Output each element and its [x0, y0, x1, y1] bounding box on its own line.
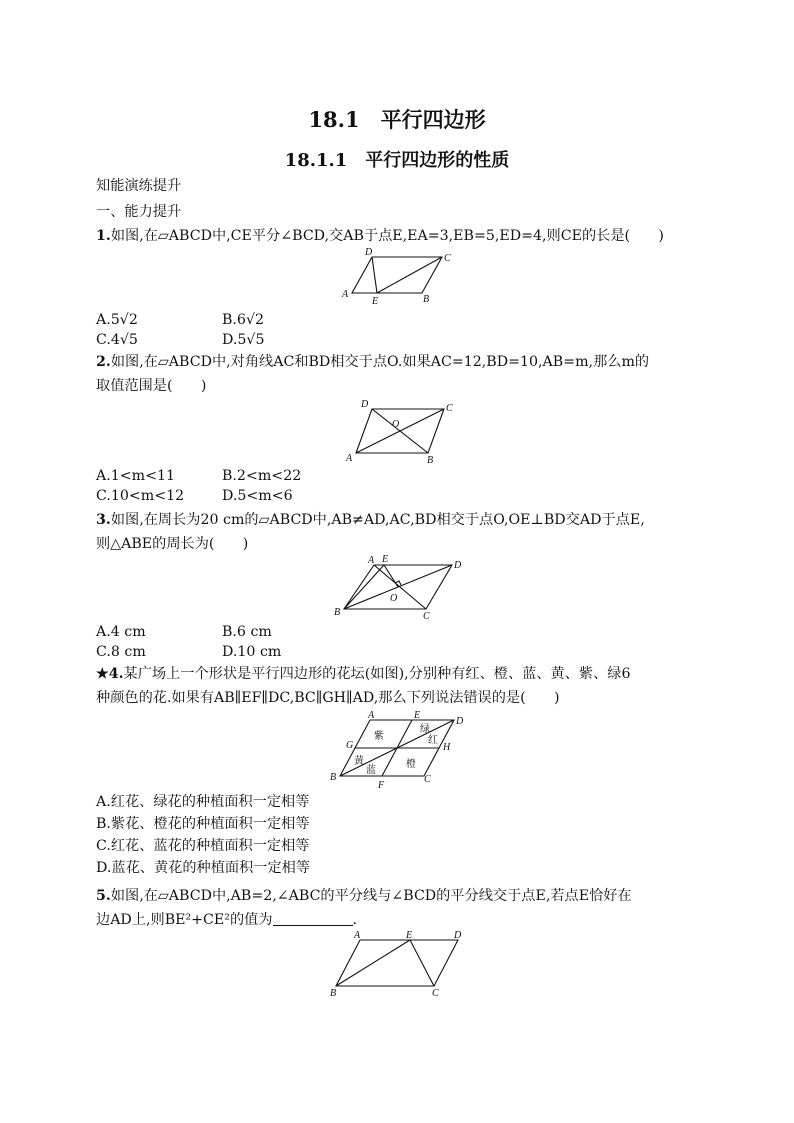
q4-option-b[interactable]: B.紫花、橙花的种植面积一定相等 — [96, 816, 310, 832]
q5-parallelogram — [336, 940, 458, 986]
q2-option-a[interactable]: A.1<m<11 — [96, 468, 176, 484]
section-title: 18.1 平行四边形 — [308, 107, 486, 132]
q1-text: 如图,在▱ABCD中,CE平分∠BCD,交AB于点E,EA=3,EB=5,ED=4,则CE的长是( ) — [110, 228, 664, 244]
q3-stem-line1 — [96, 510, 645, 530]
q2-label-d: D — [361, 399, 369, 410]
q1-option-d[interactable]: D.5√5 — [222, 332, 265, 348]
q3-stem-line2: 则△ABE的周长为( ) — [96, 536, 249, 552]
q5-answer-blank[interactable] — [273, 911, 353, 926]
q2-stem-line1 — [96, 352, 649, 372]
q2-diagonal-bd — [372, 409, 428, 453]
q1-number: 1. — [96, 228, 111, 244]
q4-label-d: D — [456, 716, 464, 727]
q1-label-b: B — [423, 294, 430, 305]
q3-option-d[interactable]: D.10 cm — [222, 644, 282, 660]
q1-option-c[interactable]: C.4√5 — [96, 332, 138, 348]
q4-label-a: A — [368, 710, 375, 721]
q3-label-b: B — [334, 607, 341, 618]
q3-label-c: C — [423, 611, 430, 622]
subsection-title: 18.1.1 平行四边形的性质 — [284, 150, 510, 171]
q4-region-orange: 橙 — [406, 759, 416, 770]
q5-text-end: . — [352, 912, 358, 928]
q5-label-b: B — [330, 988, 337, 999]
q5-stem-line1 — [96, 886, 632, 906]
q4-option-d[interactable]: D.蓝花、黄花的种植面积一定相等 — [96, 860, 311, 876]
q4-stem-line1 — [96, 664, 631, 684]
q3-option-c[interactable]: C.8 cm — [96, 644, 146, 660]
q4-region-purple: 紫 — [374, 731, 384, 742]
q3-number: 3. — [96, 512, 111, 528]
q4-region-red: 红 — [428, 735, 438, 746]
q4-label-f: F — [378, 780, 385, 791]
part-label: 一、能力提升 — [96, 204, 182, 220]
q1-option-b[interactable]: B.6√2 — [222, 312, 265, 328]
q3-text-line1: 如图,在周长为20 cm的▱ABCD中,AB≠AD,AC,BD相交于点O,OE⊥BD交AD于点E, — [110, 512, 645, 528]
q1-label-e: E — [372, 296, 379, 307]
q2-label-c: C — [446, 403, 453, 414]
q5-text-line2: 边AD上,则BE²+CE²的值为 — [96, 912, 273, 928]
q2-option-b[interactable]: B.2<m<22 — [222, 468, 302, 484]
q5-number: 5. — [96, 888, 111, 904]
q5-segment-ce — [410, 940, 434, 986]
q3-label-d: D — [454, 560, 462, 571]
q4-label-b: B — [330, 772, 337, 783]
q5-figure — [326, 930, 476, 998]
q2-option-c[interactable]: C.10<m<12 — [96, 488, 185, 504]
q2-number: 2. — [96, 354, 111, 370]
q5-label-c: C — [432, 988, 439, 999]
q5-label-a: A — [354, 930, 361, 941]
q3-option-a[interactable]: A.4 cm — [96, 624, 146, 640]
q2-figure — [340, 397, 460, 465]
practice-label: 知能演练提升 — [96, 178, 182, 194]
q4-number: ★4. — [96, 666, 124, 682]
q4-region-yellow: 黄 — [354, 756, 364, 767]
q4-option-c[interactable]: C.红花、蓝花的种植面积一定相等 — [96, 838, 310, 854]
q1-figure — [340, 247, 460, 305]
q4-region-blue: 蓝 — [366, 765, 376, 776]
q1-label-d: D — [365, 247, 373, 258]
q4-figure — [326, 708, 476, 790]
q3-label-o: O — [390, 593, 398, 604]
q2-label-a: A — [346, 453, 353, 464]
q5-segment-be — [336, 940, 410, 986]
q1-option-a[interactable]: A.5√2 — [96, 312, 138, 328]
q3-segment-be — [344, 565, 384, 609]
q3-diagonal-ac — [374, 565, 426, 609]
q5-stem-line2 — [96, 910, 357, 930]
q5-label-d: D — [454, 930, 462, 941]
q4-region-green: 绿 — [420, 724, 430, 735]
q2-label-b: B — [427, 455, 434, 466]
q2-stem-line2: 取值范围是( ) — [96, 378, 207, 394]
q4-stem-line2: 种颜色的花.如果有AB∥EF∥DC,BC∥GH∥AD,那么下列说法错误的是( ) — [96, 690, 560, 706]
q1-label-c: C — [444, 253, 451, 264]
q1-label-a: A — [342, 289, 349, 300]
q2-option-d[interactable]: D.5<m<6 — [222, 488, 293, 504]
q4-label-e: E — [414, 710, 421, 721]
q1-stem — [96, 226, 664, 246]
q1-parallelogram — [352, 257, 442, 293]
q5-label-e: E — [406, 930, 413, 941]
q3-option-b[interactable]: B.6 cm — [222, 624, 272, 640]
q3-figure — [334, 553, 464, 622]
q2-text-line1: 如图,在▱ABCD中,对角线AC和BD相交于点O.如果AC=12,BD=10,AB=m,那么m的 — [110, 354, 650, 370]
q4-text-line1: 某广场上一个形状是平行四边形的花坛(如图),分别种有红、橙、蓝、黄、紫、绿6 — [123, 666, 631, 682]
q4-option-a[interactable]: A.红花、绿花的种植面积一定相等 — [96, 794, 310, 810]
q4-label-h: H — [443, 742, 451, 753]
q3-label-e: E — [382, 554, 389, 565]
q3-segment-oe — [384, 565, 398, 587]
q4-label-g: G — [346, 740, 354, 751]
q5-text-line1: 如图,在▱ABCD中,AB=2,∠ABC的平分线与∠BCD的平分线交于点E,若点E恰好在 — [110, 888, 632, 904]
q3-label-a: A — [368, 555, 375, 566]
q2-label-o: O — [392, 419, 400, 430]
q1-segment-de — [372, 257, 377, 293]
q4-label-c: C — [424, 774, 431, 785]
